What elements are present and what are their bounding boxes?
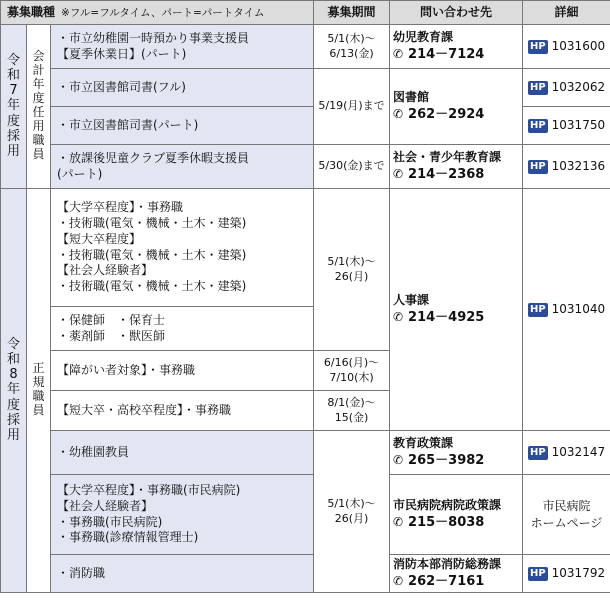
contact-cell: 図書館 ✆ 262－2924	[390, 69, 523, 145]
detail-link[interactable]: HP 1032136	[523, 145, 610, 189]
hp-badge-icon: HP	[529, 81, 546, 93]
job-cell: ・幼稚園教員	[51, 431, 314, 475]
phone-icon: ✆	[393, 452, 404, 467]
job-cell: ・消防職	[51, 555, 314, 593]
contact-cell: 社会・青少年教育課 ✆ 214－2368	[390, 145, 523, 189]
detail-link[interactable]: HP 1032147	[523, 431, 610, 475]
phone-icon: ✆	[393, 166, 404, 181]
table-row	[1, 145, 610, 189]
period-cell: 6/16(月)～ 7/10(木)	[314, 351, 390, 391]
table-row	[1, 189, 610, 307]
header-note: ※フル=フルタイム、パート=パートタイム	[61, 6, 265, 19]
contact-cell: 消防本部消防総務課 ✆ 262－7161	[390, 555, 523, 593]
era-r7: 令和7年度採用	[1, 25, 27, 189]
detail-link[interactable]: HP 1032062	[523, 69, 610, 107]
period-cell: 5/1(木)～26(月)	[314, 431, 390, 593]
contact-cell: 人事課 ✆ 214－4925	[390, 189, 523, 431]
category-r8: 正規職員	[27, 189, 51, 593]
job-cell: 【大学卒程度】・事務職(市民病院) 【社会人経験者】 ・事務職(市民病院) ・事務職(診療情報管理士)	[51, 475, 314, 555]
table-row	[1, 25, 610, 69]
table-row	[1, 431, 610, 475]
period-cell: 5/19(月)まで	[314, 69, 390, 145]
phone-icon: ✆	[393, 309, 404, 324]
hp-badge-icon: HP	[529, 40, 546, 52]
header-detail: 詳細	[523, 1, 610, 25]
detail-link[interactable]: HP 1031600	[523, 25, 610, 69]
header-period: 募集期間	[314, 1, 390, 25]
detail-link[interactable]: HP 1031040	[523, 189, 610, 431]
job-cell: ・放課後児童クラブ夏季休暇支援員 (パート)	[51, 145, 314, 189]
phone-icon: ✆	[393, 106, 404, 121]
period-cell: 8/1(金)～15(金)	[314, 391, 390, 431]
table-row	[1, 475, 610, 555]
table-row	[1, 69, 610, 107]
job-cell: ・市立幼稚園一時預かり事業支援員 【夏季休業日】(パート)	[51, 25, 314, 69]
phone-icon: ✆	[393, 573, 404, 588]
period-cell: 5/30(金)まで	[314, 145, 390, 189]
table-row	[1, 555, 610, 593]
job-cell: 【障がい者対象】・事務職	[51, 351, 314, 391]
job-cell: 【大学卒程度】・事務職 ・技術職(電気・機械・土木・建築) 【短大卒程度】 ・技術職(電気・機械・土木・建築) 【社会人経験者】 ・技術職(電気・機械・土木・建築)	[51, 189, 314, 307]
contact-cell: 教育政策課 ✆ 265－3982	[390, 431, 523, 475]
contact-cell: 幼児教育課 ✆ 214－7124	[390, 25, 523, 69]
job-cell: ・市立図書館司書(パート)	[51, 107, 314, 145]
hp-badge-icon: HP	[529, 119, 546, 131]
job-cell: ・保健師 ・保育士 ・薬剤師 ・獣医師	[51, 307, 314, 351]
period-cell: 5/1(木)～26(月)	[314, 189, 390, 351]
header-job-type: 募集職種 ※フル=フルタイム、パート=パートタイム	[1, 1, 314, 25]
detail-link[interactable]: HP 1031750	[523, 107, 610, 145]
detail-link[interactable]: HP 1031792	[523, 555, 610, 593]
category-r7: 会計年度任用職員	[27, 25, 51, 189]
hp-badge-icon: HP	[529, 446, 546, 458]
hp-badge-icon: HP	[529, 160, 546, 172]
phone-icon: ✆	[393, 46, 404, 61]
header-contact: 問い合わせ先	[390, 1, 523, 25]
job-cell: 【短大卒・高校卒程度】・事務職	[51, 391, 314, 431]
hp-badge-icon: HP	[529, 303, 546, 315]
era-r8: 令和8年度採用	[1, 189, 27, 593]
hospital-homepage-link[interactable]: 市民病院 ホームページ	[523, 475, 610, 555]
table-header-row	[1, 1, 610, 25]
period-cell: 5/1(木)～ 6/13(金)	[314, 25, 390, 69]
phone-icon: ✆	[393, 514, 404, 529]
job-cell: ・市立図書館司書(フル)	[51, 69, 314, 107]
hp-badge-icon: HP	[529, 567, 546, 579]
contact-cell: 市民病院病院政策課 ✆ 215－8038	[390, 475, 523, 555]
